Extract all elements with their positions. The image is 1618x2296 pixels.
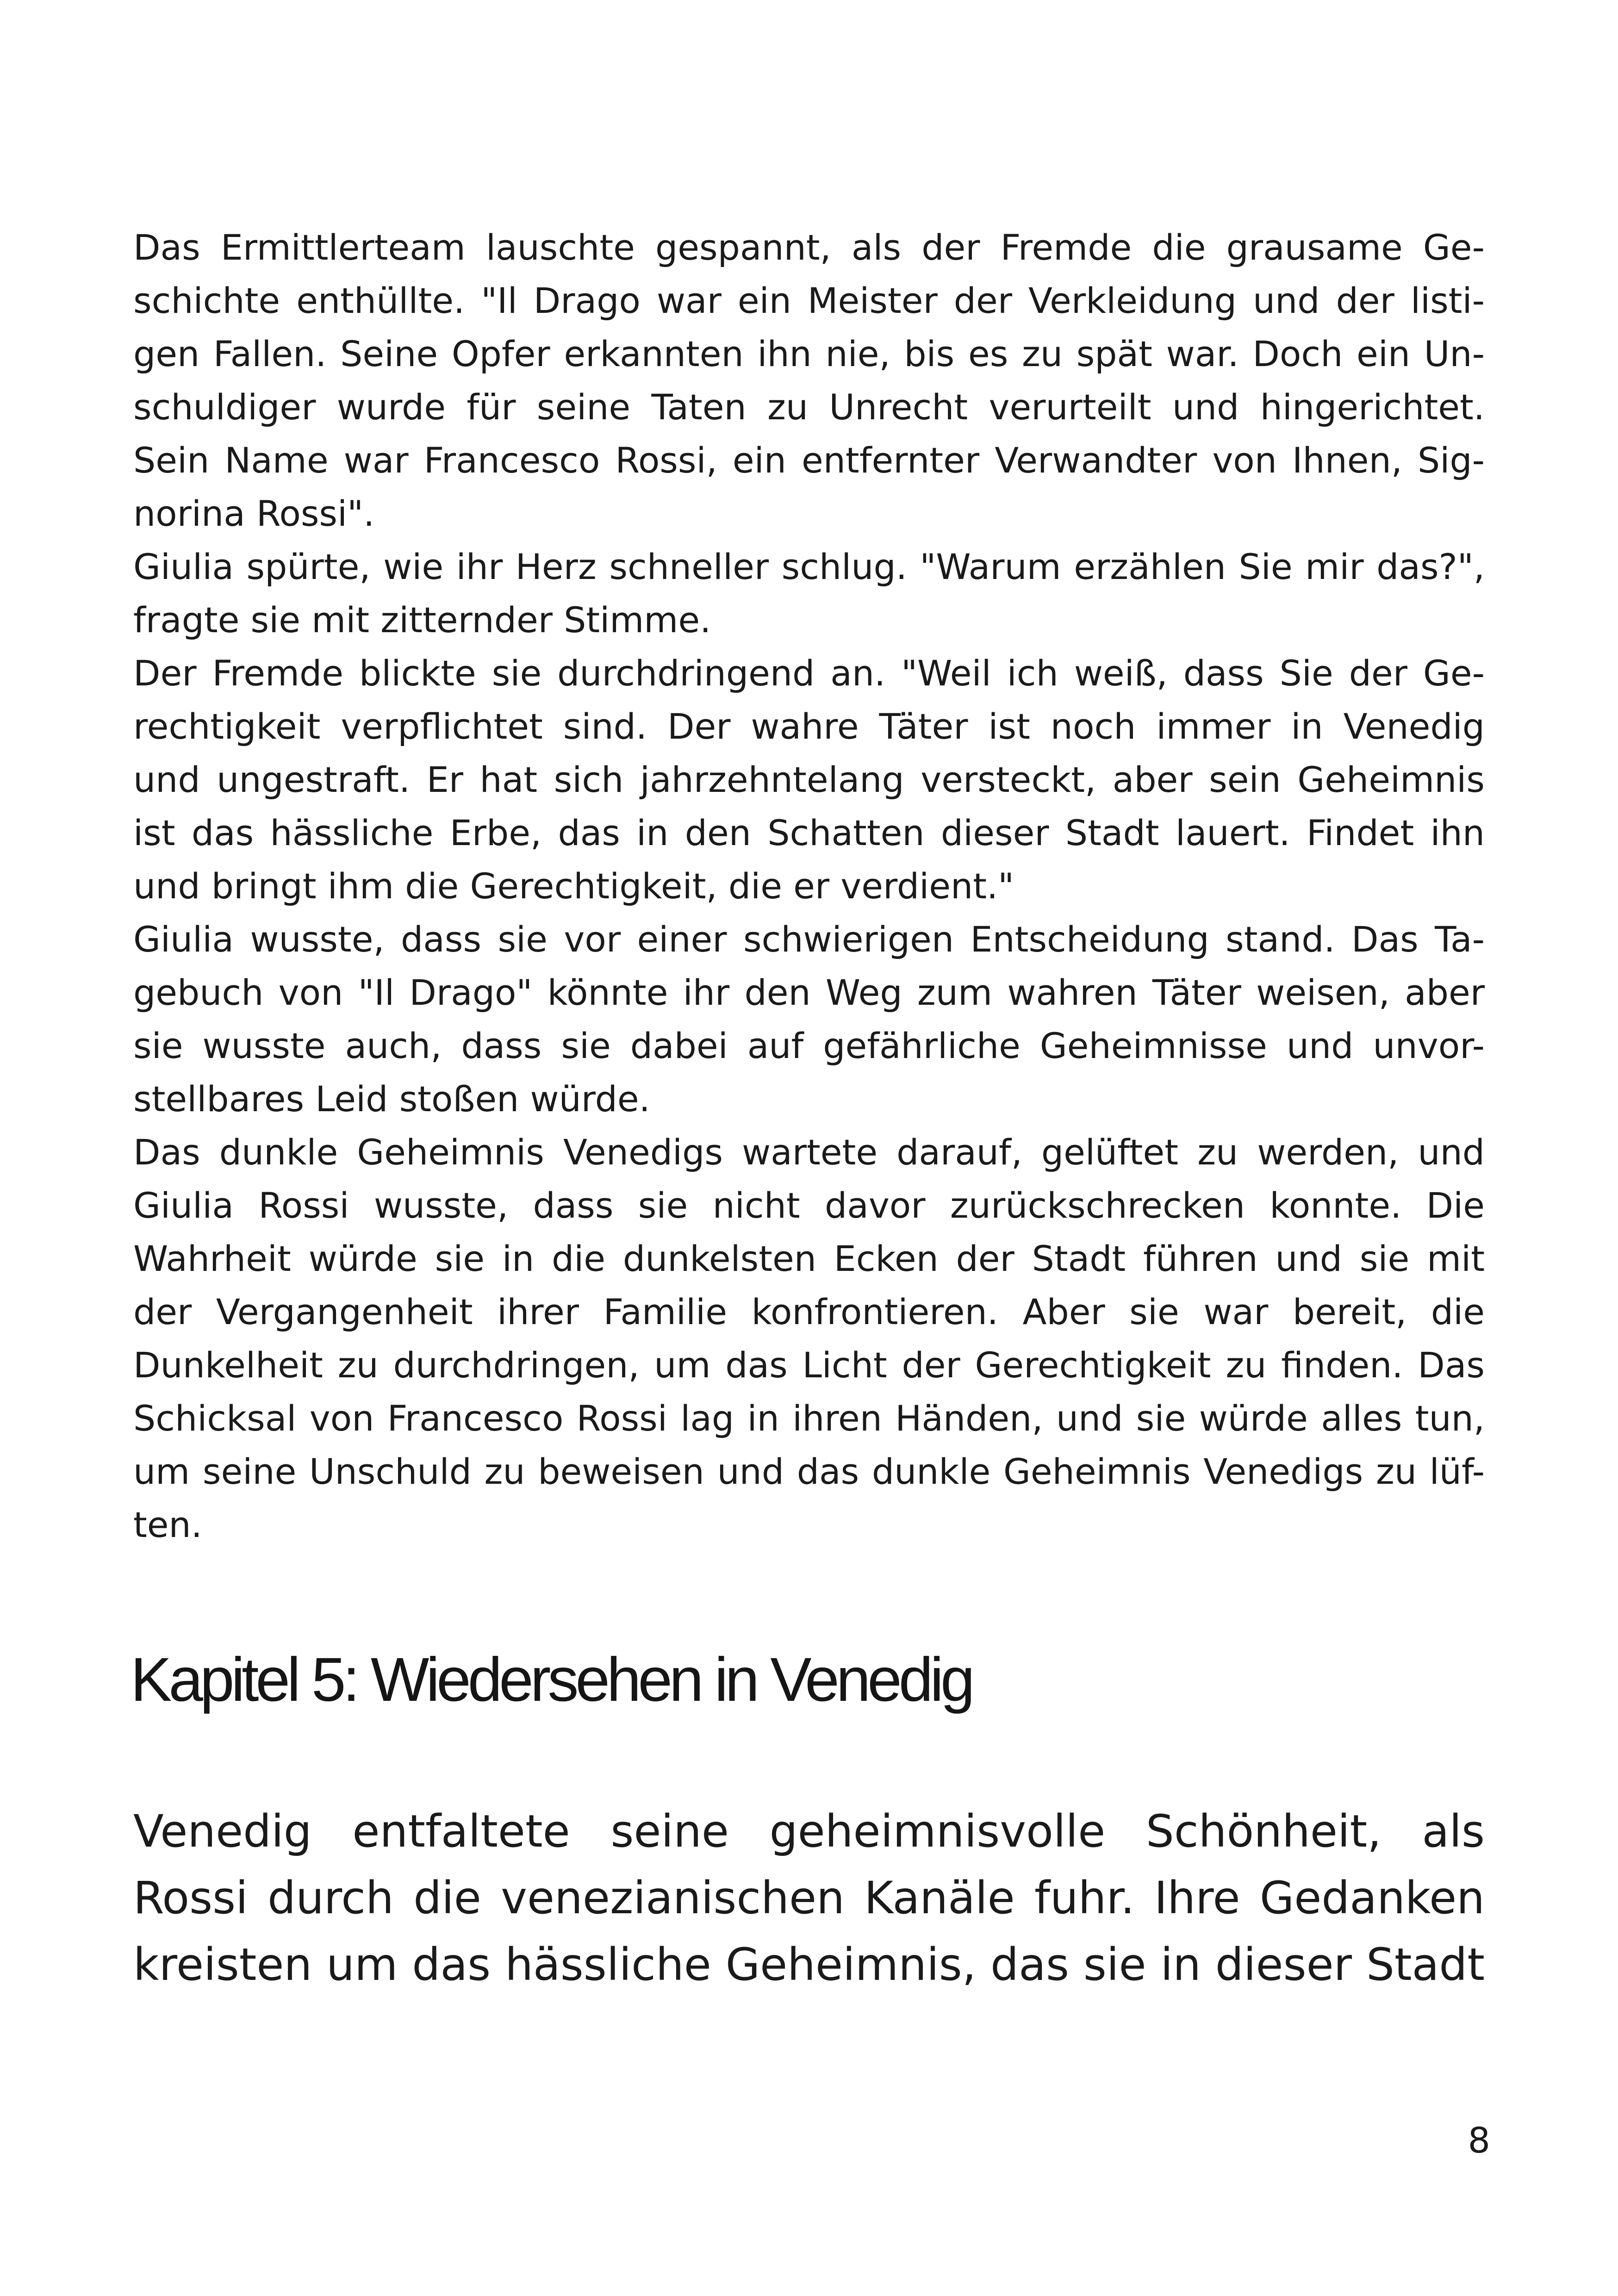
body-line: schuldiger wurde für seine Taten zu Unrecht verurteilt und hingerichtet. [133,386,1485,428]
body-line: Schicksal von Francesco Rossi lag in ihren Händen, und sie würde alles tun, [133,1398,1485,1439]
body-line: Giulia wusste, dass sie vor einer schwierigen Entscheidung stand. Das Ta- [133,919,1485,960]
body-line: Giulia Rossi wusste, dass sie nicht davor zurückschrecken konnte. Die [133,1185,1485,1226]
body-line: norina Rossi". [133,493,375,534]
body-line: ten. [133,1504,202,1545]
body-line: und bringt ihm die Gerechtigkeit, die er verdient." [133,865,1014,907]
body-line: schichte enthüllte. "Il Drago war ein Meister der Verkleidung und der listi- [133,280,1485,321]
body-line: fragte sie mit zitternder Stimme. [133,599,711,641]
body-line: Dunkelheit zu durchdringen, um das Licht der Gerechtigkeit zu finden. Das [133,1344,1485,1386]
body-line: um seine Unschuld zu beweisen und das dunkle Geheimnis Venedigs zu lüf- [133,1451,1485,1492]
body-line: ist das hässliche Erbe, das in den Schatten dieser Stadt lauert. Findet ihn [133,812,1485,853]
body-line: Das dunkle Geheimnis Venedigs wartete darauf, gelüftet zu werden, und [133,1132,1485,1173]
body-line: Der Fremde blickte sie durchdringend an. "Weil ich weiß, dass Sie der Ge- [133,653,1485,694]
chapter-text-line: Venedig entfaltete seine geheimnisvolle Schönheit, als [133,1805,1485,1857]
page-number: 8 [1468,2120,1490,2161]
body-line: gebuch von "Il Drago" könnte ihr den Weg zum wahren Täter weisen, aber [133,972,1485,1013]
body-line: rechtigkeit verpflichtet sind. Der wahre Täter ist noch immer in Venedig [133,706,1485,747]
chapter-text-line: Rossi durch die venezianischen Kanäle fuhr. Ihre Gedanken [133,1872,1485,1924]
body-line: Giulia spürte, wie ihr Herz schneller schlug. "Warum erzählen Sie mir das?", [133,546,1485,587]
body-line: Sein Name war Francesco Rossi, ein entfernter Verwandter von Ihnen, Sig- [133,440,1485,481]
body-line: und ungestraft. Er hat sich jahrzehntelang versteckt, aber sein Geheimnis [133,759,1485,800]
body-line: Wahrheit würde sie in die dunkelsten Ecken der Stadt führen und sie mit [133,1238,1485,1279]
chapter-heading: Kapitel 5: Wiedersehen in Venedig [131,1645,972,1714]
body-line: der Vergangenheit ihrer Familie konfrontieren. Aber sie war bereit, die [133,1291,1485,1332]
body-line: stellbares Leid stoßen würde. [133,1078,650,1120]
body-line: gen Fallen. Seine Opfer erkannten ihn nie, bis es zu spät war. Doch ein Un- [133,333,1485,374]
chapter-text-line: kreisten um das hässliche Geheimnis, das sie in dieser Stadt [133,1939,1485,1991]
body-line: Das Ermittlerteam lauschte gespannt, als der Fremde die grausame Ge- [133,227,1485,268]
body-line: sie wusste auch, dass sie dabei auf gefährliche Geheimnisse und unvor- [133,1025,1485,1066]
